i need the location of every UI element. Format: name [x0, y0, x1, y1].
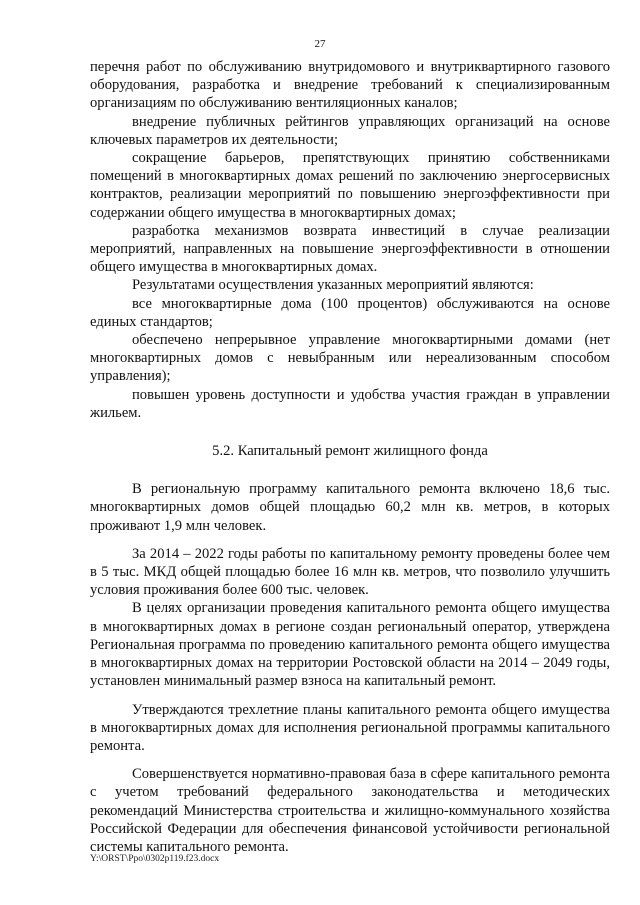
paragraph: Утверждаются трехлетние планы капитального ремонта общего имущества в многоквартирных домах для исполнения региональной программы капитального ремонта. [90, 701, 610, 754]
paragraph: все многоквартирные дома (100 процентов) обслуживаются на основе единых стандартов; [90, 295, 610, 330]
paragraph: сокращение барьеров, препятствующих принятию собственниками помещений в многоквартирных домах решений по заключению энергосервисных контрактов, реализации мероприятий по повышению энергоэффективности при содержании общего имущества в многоквартирных домах; [90, 150, 610, 221]
paragraph: За 2014 – 2022 годы работы по капитальному ремонту проведены более чем в 5 тыс. МКД общей площадью более 16 млн кв. метров, что позволило улучшить условия проживания более 600 тыс. человек. [90, 545, 610, 599]
paragraph: повышен уровень доступности и удобства участия граждан в управлении жильем. [90, 386, 610, 421]
file-path-footer: Y:\ORST\Ppo\0302p119.f23.docx [90, 854, 220, 864]
paragraph: перечня работ по обслуживанию внутридомового и внутриквартирного газового оборудования, разработка и внедрение требований к специализированным организациям по обслуживанию вентиляционных каналов; [90, 59, 610, 112]
paragraph: Совершенствуется нормативно-правовая база в сфере капитального ремонта с учетом требований федерального законодательства и методических рекомендаций Министерства строительства и жилищно-коммунального хозяйства Российской Федерации для обеспечения финансовой устойчивости региональной системы капитального ремонта. [90, 766, 610, 855]
paragraph: В целях организации проведения капитального ремонта общего имущества в многоквартирных домах в регионе создан региональный оператор, утверждена Региональная программа по проведению капитального ремонта общего имущества в многоквартирных домах на территории Ростовской области на 2014 – 2049 годы, установлен минимальный размер взноса на капитальный ремонт. [90, 600, 610, 690]
paragraph: разработка механизмов возврата инвестиций в случае реализации мероприятий, направленных на повышение энергоэффективности в отношении общего имущества в многоквартирных домах. [90, 222, 610, 276]
paragraph: В региональную программу капитального ремонта включено 18,6 тыс. многоквартирных домов общей площадью 60,2 млн кв. метров, в которых проживают 1,9 млн человек. [90, 481, 610, 534]
section-heading: 5.2. Капитальный ремонт жилищного фонда [212, 443, 488, 460]
paragraph: внедрение публичных рейтингов управляющих организаций на основе ключевых параметров их деятельности; [90, 113, 610, 148]
paragraph: Результатами осуществления указанных мероприятий являются: [132, 277, 534, 294]
document-body [90, 58, 610, 856]
page-number: 27 [314, 38, 326, 50]
paragraph: обеспечено непрерывное управление многоквартирными домами (нет многоквартирных домов с невыбранным или нереализованным способом управления); [90, 332, 610, 385]
